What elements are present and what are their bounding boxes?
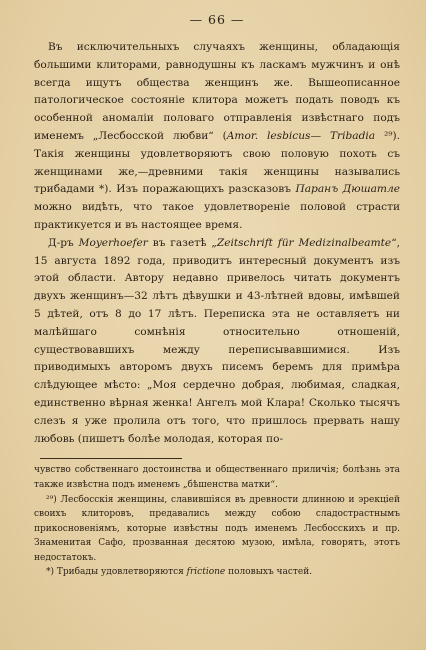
text-run: “, 15 августа 1892 года, приводитъ интересный документъ изъ этой области. Автору недавно привелось читать документъ двухъ женщинъ—32 лѣтъ дѣвушки и 43-лѣтней вдовы, имѣвшей 5 дѣтей, отъ 8 до 17 лѣтъ. Переписка эта не оставляетъ ни малѣйшаго сомнѣнія относительно отношеній, существовавшихъ между переписывавшимися. Изъ приводимыхъ авторомъ двухъ писемъ беремъ для примѣра слѣдующее мѣсто: „Моя сердечно добрая, любимая, сладкая, единственно вѣрная женка! Ангелъ мой Клара! Сколько тысячъ слезъ я уже пролила отъ того, что пришлось прервать нашу любовь (пишетъ болѣе молодая, которая по- (34, 236, 400, 445)
italic-run: Zeitschrift für Medizinalbeamte (216, 236, 392, 249)
text-run: можно видѣть, что такое удовлетвореніе половой страсти практикуется и въ настоящее время. (34, 201, 400, 231)
italic-run: Moyerhoefer (78, 236, 148, 249)
italic-run: Паранъ Дюшатле (295, 183, 400, 196)
page-number: — 66 — (189, 12, 245, 27)
text-run: ²⁹) Лесбосскія женщины, славившіяся въ древности длинною и эрекціей своихъ клиторовъ, предавались между собою сладострастнымъ прикосновеніямъ, которые извѣстны подъ именемъ Лесбосскихъ и пр. Знаменитая Сафо, прозванная десятою музою, имѣла, говорятъ, этотъ недостатокъ. (34, 494, 400, 563)
text-run: Въ исключительныхъ случаяхъ женщины, обладающія большими клиторами, равнодушны къ ласкамъ мужчинъ и онѣ всегда ищутъ общества женщинъ же. Вышеописанное патологическое состояніе клитора можетъ подать поводъ къ особенной аномаліи половаго отправленія извѣстнаго подъ именемъ „Лесбосской любви“ ( (34, 41, 400, 142)
text-run: въ газетѣ „ (147, 236, 217, 249)
main-text (34, 39, 400, 448)
text-run: ²⁹). Такія женщины удовлетворяютъ свою половую похоть съ женщинами же,—древними такія женщины назывались трибадами *). Изъ поражающихъ разсказовъ (34, 129, 400, 196)
italic-run: Amor. lesbicus— Tribadia (226, 129, 376, 142)
text-run: чувство собственнаго достоинства и общественнаго приличія; болѣзнь эта также извѣстна подъ именемъ „бѣшенства матки“. (34, 465, 400, 490)
footnote-asterisk (34, 565, 400, 580)
text-run: *) Трибады удовлетворяются (46, 567, 187, 578)
footnotes (34, 463, 400, 580)
paragraph-1 (34, 39, 400, 235)
text-run: половыхъ частей. (225, 567, 313, 578)
footnote-29 (34, 493, 400, 566)
paragraph-2 (34, 235, 400, 449)
footnote-continuation (34, 463, 400, 492)
italic-run: frictione (186, 567, 226, 578)
text-run: Д-ръ (48, 236, 79, 249)
footnote-divider (40, 458, 182, 459)
